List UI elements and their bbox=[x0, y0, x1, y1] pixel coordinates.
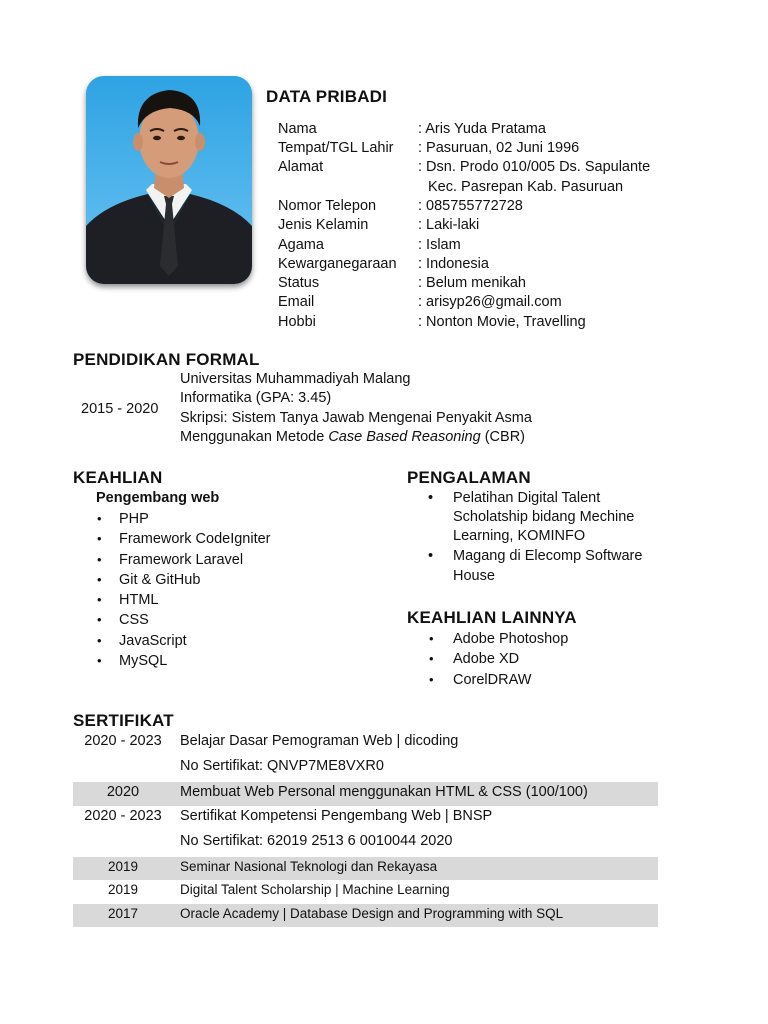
value-kewarganegaraan: : Indonesia bbox=[418, 256, 489, 272]
list-item: • Framework CodeIgniter bbox=[97, 529, 271, 549]
cert-title: Digital Talent Scholarship | Machine Learning bbox=[180, 882, 450, 897]
label-kewarganegaraan: Kewarganegaraan bbox=[278, 256, 397, 272]
pengalaman-item-2-line-2: House bbox=[453, 568, 495, 584]
keahlian-list bbox=[97, 509, 271, 671]
thesis-method-suffix: (CBR) bbox=[480, 429, 525, 445]
list-item: • Git & GitHub bbox=[97, 570, 271, 590]
cert-title: Sertifikat Kompetensi Pengembang Web | BNSP bbox=[180, 808, 493, 824]
label-alamat: Alamat bbox=[278, 159, 324, 175]
pengalaman-item-1-line-2: Scholatship bidang Mechine bbox=[453, 509, 635, 525]
cert-title: Oracle Academy | Database Design and Programming with SQL bbox=[180, 906, 564, 921]
list-item: • JavaScript bbox=[97, 631, 271, 651]
label-nama: Nama bbox=[278, 121, 317, 137]
keahlian-subheading: Pengembang web bbox=[96, 490, 220, 506]
keahlian-heading: KEAHLIAN bbox=[73, 468, 163, 487]
keahlian-lainnya-list bbox=[429, 629, 568, 690]
label-jenis-kelamin: Jenis Kelamin bbox=[278, 217, 369, 233]
label-nomor-telepon: Nomor Telepon bbox=[278, 198, 377, 214]
keahlian-lainnya-heading: KEAHLIAN LAINNYA bbox=[407, 608, 577, 627]
list-item: • MySQL bbox=[97, 651, 271, 671]
pendidikan-heading: PENDIDIKAN FORMAL bbox=[73, 350, 260, 369]
thesis-method-prefix: Menggunakan Metode bbox=[180, 429, 329, 445]
value-alamat: : Dsn. Prodo 010/005 Ds. Sapulante bbox=[418, 159, 651, 175]
pendidikan-year: 2015 - 2020 bbox=[81, 401, 159, 417]
value-email: : arisyp26@gmail.com bbox=[418, 294, 562, 310]
value-nama: : Aris Yuda Pratama bbox=[418, 121, 546, 137]
value-hobbi: : Nonton Movie, Travelling bbox=[418, 314, 586, 330]
list-item: • PHP bbox=[97, 509, 271, 529]
cert-number: No Sertifikat: QNVP7ME8VXR0 bbox=[180, 758, 384, 774]
cert-year: 2020 - 2023 bbox=[84, 733, 162, 749]
list-item: • Adobe XD bbox=[429, 649, 568, 669]
pendidikan-thesis-method bbox=[180, 429, 525, 445]
table-row bbox=[73, 831, 658, 853]
pengalaman-bullet-1: • bbox=[428, 490, 434, 506]
table-row bbox=[73, 756, 658, 778]
cert-number: No Sertifikat: 62019 2513 6 0010044 2020 bbox=[180, 833, 453, 849]
cert-title: Membuat Web Personal menggunakan HTML & CSS (100/100) bbox=[180, 784, 588, 800]
list-item: • CSS bbox=[97, 610, 271, 630]
table-row bbox=[73, 880, 658, 903]
label-agama: Agama bbox=[278, 237, 324, 253]
list-item: • Framework Laravel bbox=[97, 550, 271, 570]
label-tempat-tgl-lahir: Tempat/TGL Lahir bbox=[278, 140, 394, 156]
cert-year: 2017 bbox=[107, 906, 139, 921]
table-row bbox=[73, 904, 658, 927]
data-pribadi-heading: DATA PRIBADI bbox=[266, 87, 388, 106]
list-item: • Adobe Photoshop bbox=[429, 629, 568, 649]
cert-year: 2020 - 2023 bbox=[84, 808, 162, 824]
table-row bbox=[73, 731, 658, 753]
person-portrait-icon bbox=[86, 76, 252, 284]
cert-year: 2020 bbox=[106, 784, 140, 800]
pengalaman-bullet-2: • bbox=[428, 548, 434, 564]
pengalaman-item-2-line-1: Magang di Elecomp Software bbox=[453, 548, 643, 564]
sertifikat-heading: SERTIFIKAT bbox=[73, 711, 174, 730]
list-item: • HTML bbox=[97, 590, 271, 610]
pengalaman-item-1-line-3: Learning, KOMINFO bbox=[453, 528, 586, 544]
value-nomor-telepon: : 085755772728 bbox=[418, 198, 523, 214]
table-row bbox=[73, 782, 658, 806]
cert-year: 2019 bbox=[107, 859, 139, 874]
cert-title: Seminar Nasional Teknologi dan Rekayasa bbox=[180, 859, 438, 874]
label-status: Status bbox=[278, 275, 320, 291]
label-hobbi: Hobbi bbox=[278, 314, 316, 330]
value-agama: : Islam bbox=[418, 237, 461, 253]
value-alamat-line2: Kec. Pasrepan Kab. Pasuruan bbox=[428, 179, 624, 195]
value-status: : Belum menikah bbox=[418, 275, 526, 291]
table-row bbox=[73, 806, 658, 828]
pengalaman-heading: PENGALAMAN bbox=[407, 468, 531, 487]
value-jenis-kelamin: : Laki-laki bbox=[418, 217, 480, 233]
pendidikan-university: Universitas Muhammadiyah Malang bbox=[180, 371, 411, 387]
list-item: • CorelDRAW bbox=[429, 670, 568, 690]
profile-photo bbox=[86, 76, 252, 284]
label-email: Email bbox=[278, 294, 315, 310]
pengalaman-item-1-line-1: Pelatihan Digital Talent bbox=[453, 490, 601, 506]
cert-title: Belajar Dasar Pemograman Web | dicoding bbox=[180, 733, 459, 749]
pendidikan-thesis: Skripsi: Sistem Tanya Jawab Mengenai Penyakit Asma bbox=[180, 410, 532, 426]
table-row bbox=[73, 857, 658, 880]
cert-year: 2019 bbox=[107, 882, 139, 897]
thesis-method-italic: Case Based Reasoning bbox=[328, 429, 481, 445]
pendidikan-major: Informatika (GPA: 3.45) bbox=[180, 390, 332, 406]
value-tempat-tgl-lahir: : Pasuruan, 02 Juni 1996 bbox=[418, 140, 580, 156]
